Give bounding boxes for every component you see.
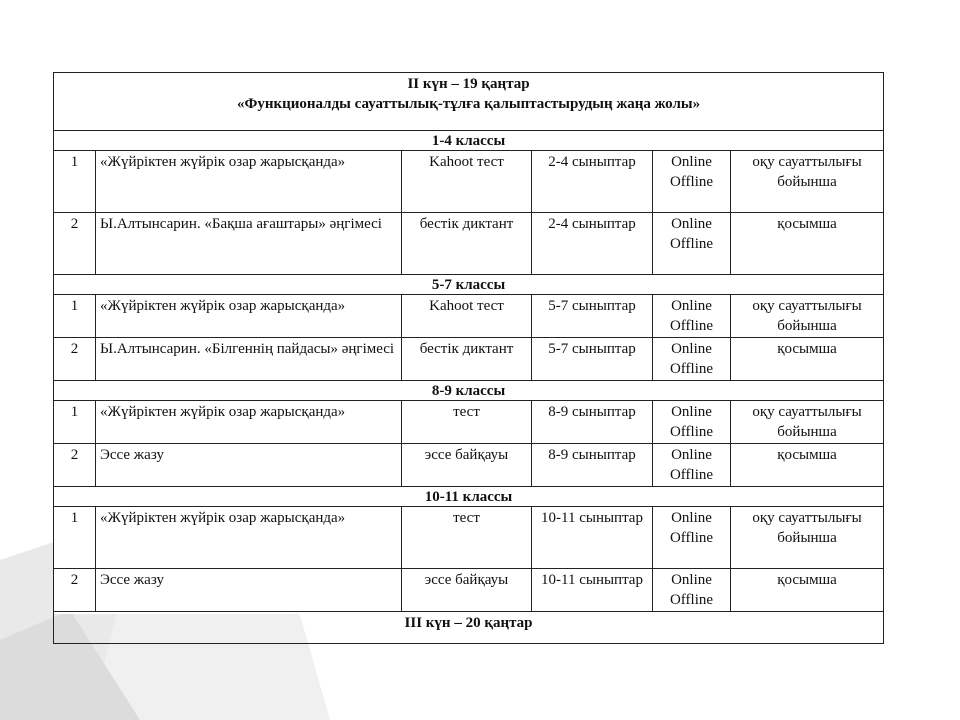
activity-format: Kahoot тест	[402, 151, 532, 213]
activity-title: Эссе жазу	[96, 444, 402, 487]
row-number: 1	[54, 401, 96, 444]
grade-range: 2-4 сыныптар	[532, 213, 653, 275]
delivery-mode: Online Offline	[653, 151, 731, 213]
activity-title: «Жүйріктен жүйрік озар жарысқанда»	[96, 507, 402, 569]
grade-range: 10-11 сыныптар	[532, 569, 653, 612]
activity-title: «Жүйріктен жүйрік озар жарысқанда»	[96, 295, 402, 338]
table-row	[54, 444, 884, 487]
row-number: 1	[54, 295, 96, 338]
grade-range: 8-9 сыныптар	[532, 444, 653, 487]
grade-range: 2-4 сыныптар	[532, 151, 653, 213]
activity-format: тест	[402, 507, 532, 569]
document-page	[53, 72, 883, 631]
table-row	[54, 569, 884, 612]
day-title: II күн – 19 қаңтар	[407, 76, 530, 92]
focus-area: қосымша	[731, 338, 884, 381]
focus-area: оқу сауаттылығы бойынша	[731, 151, 884, 213]
table-row	[54, 213, 884, 275]
focus-area: оқу сауаттылығы бойынша	[731, 401, 884, 444]
delivery-mode: Online Offline	[653, 295, 731, 338]
delivery-mode: Online Offline	[653, 569, 731, 612]
table-row	[54, 507, 884, 569]
activity-title: Эссе жазу	[96, 569, 402, 612]
activity-format: эссе байқауы	[402, 569, 532, 612]
row-number: 1	[54, 507, 96, 569]
row-number: 1	[54, 151, 96, 213]
event-title: «Функционалды сауаттылық-тұлға қалыптастырудың жаңа жолы»	[236, 96, 701, 112]
activity-title: «Жүйріктен жүйрік озар жарысқанда»	[96, 401, 402, 444]
table-row	[54, 295, 884, 338]
grade-range: 10-11 сыныптар	[532, 507, 653, 569]
section-header: 8-9 классы	[54, 381, 884, 401]
day-header	[54, 73, 884, 131]
section-header: 5-7 классы	[54, 275, 884, 295]
table-row	[54, 401, 884, 444]
row-number: 2	[54, 569, 96, 612]
activity-title: «Жүйріктен жүйрік озар жарысқанда»	[96, 151, 402, 213]
focus-area: оқу сауаттылығы бойынша	[731, 507, 884, 569]
section-header: 10-11 классы	[54, 487, 884, 507]
row-number: 2	[54, 338, 96, 381]
activity-format: бестік диктант	[402, 338, 532, 381]
focus-area: қосымша	[731, 569, 884, 612]
focus-area: қосымша	[731, 444, 884, 487]
table-row	[54, 151, 884, 213]
activity-title: Ы.Алтынсарин. «Бақша ағаштары» әңгімесі	[96, 213, 402, 275]
focus-area: оқу сауаттылығы бойынша	[731, 295, 884, 338]
table-row	[54, 338, 884, 381]
next-day-header: III күн – 20 қаңтар	[54, 612, 884, 644]
delivery-mode: Online Offline	[653, 444, 731, 487]
activity-format: бестік диктант	[402, 213, 532, 275]
delivery-mode: Online Offline	[653, 213, 731, 275]
section-header: 1-4 классы	[54, 131, 884, 151]
schedule-table	[53, 72, 884, 644]
focus-area: қосымша	[731, 213, 884, 275]
activity-format: эссе байқауы	[402, 444, 532, 487]
delivery-mode: Online Offline	[653, 338, 731, 381]
row-number: 2	[54, 444, 96, 487]
activity-title: Ы.Алтынсарин. «Білгеннің пайдасы» әңгімесі	[96, 338, 402, 381]
grade-range: 5-7 сыныптар	[532, 295, 653, 338]
delivery-mode: Online Offline	[653, 507, 731, 569]
delivery-mode: Online Offline	[653, 401, 731, 444]
grade-range: 5-7 сыныптар	[532, 338, 653, 381]
grade-range: 8-9 сыныптар	[532, 401, 653, 444]
row-number: 2	[54, 213, 96, 275]
activity-format: Kahoot тест	[402, 295, 532, 338]
activity-format: тест	[402, 401, 532, 444]
